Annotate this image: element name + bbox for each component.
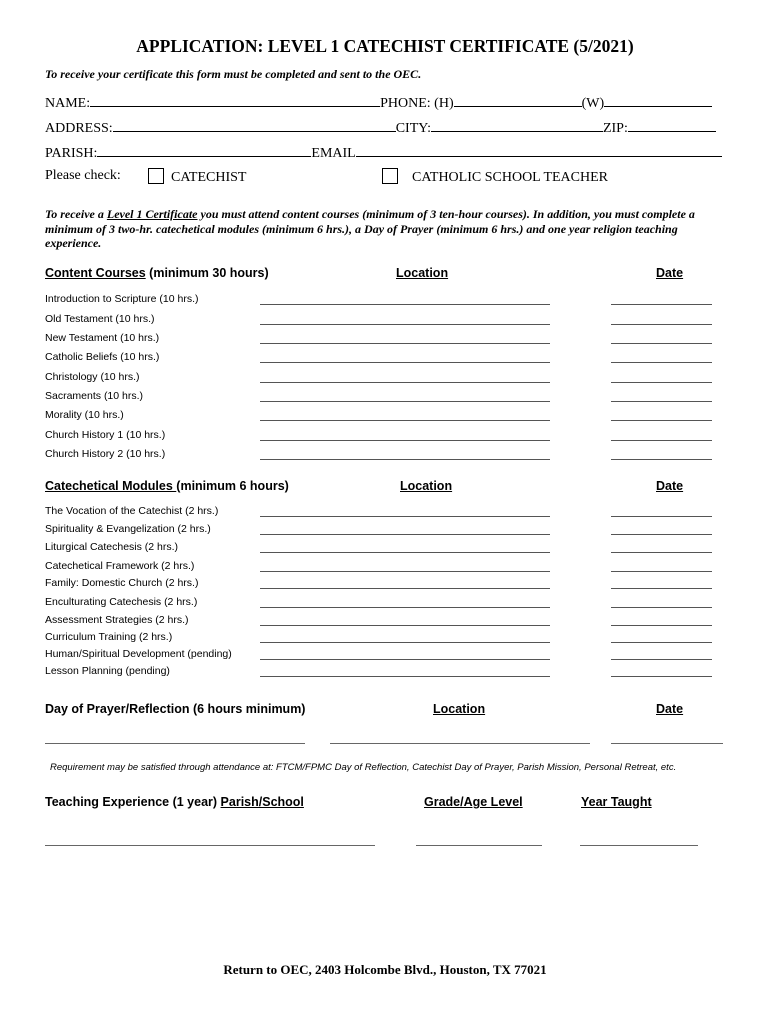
- parish-row: [45, 144, 722, 162]
- content-course-date-input[interactable]: [611, 459, 712, 460]
- content-course-label: Introduction to Scripture (10 hrs.): [45, 293, 199, 305]
- catechetical-module-label: Liturgical Catechesis (2 hrs.): [45, 541, 179, 553]
- content-course-location-input[interactable]: [260, 343, 550, 344]
- catechist-checkbox[interactable]: [148, 168, 164, 184]
- catechetical-module-date-input[interactable]: [611, 552, 712, 553]
- content-course-date-input[interactable]: [611, 382, 712, 383]
- grade-level-label: Grade/Age Level: [424, 795, 523, 809]
- day-of-prayer-header: Day of Prayer/Reflection (6 hours minimum): [45, 702, 306, 716]
- catechetical-module-label: Lesson Planning (pending): [45, 665, 170, 677]
- parish-school-input[interactable]: [45, 845, 375, 846]
- date-label: Date: [656, 702, 684, 716]
- phone-work-input[interactable]: [604, 94, 712, 107]
- catholic-school-teacher-checkbox[interactable]: [382, 168, 398, 184]
- catechetical-module-label: Human/Spiritual Development (pending): [45, 648, 232, 660]
- catechetical-module-location-input[interactable]: [260, 552, 550, 553]
- teaching-title: Teaching Experience (1 year): [45, 795, 221, 809]
- catechetical-module-date-input[interactable]: [611, 516, 712, 517]
- zip-label: ZIP:: [602, 121, 628, 136]
- please-check-label: Please check:: [45, 168, 121, 183]
- catechetical-module-label: Enculturating Catechesis (2 hrs.): [45, 596, 198, 608]
- address-label: ADDRESS:: [45, 121, 113, 136]
- date-label: Date: [656, 479, 684, 493]
- content-course-label: Catholic Beliefs (10 hrs.): [45, 351, 160, 363]
- content-courses-date-header: [656, 266, 683, 280]
- modules-note: (minimum 6 hours): [176, 479, 289, 493]
- content-courses-note: (minimum 30 hours): [145, 266, 269, 280]
- email-input[interactable]: [356, 144, 722, 157]
- city-input[interactable]: [431, 119, 603, 132]
- phone-h-label: PHONE: (H): [380, 96, 454, 111]
- catechetical-module-date-input[interactable]: [611, 571, 712, 572]
- catechetical-module-location-input[interactable]: [260, 659, 550, 660]
- date-label: Date: [656, 266, 684, 280]
- day-of-prayer-note: Requirement may be satisfied through attendance at: FTCM/FPMC Day of Reflection, Catechist Day of Prayer, Parish Mission, Personal Retreat, etc.: [50, 762, 677, 773]
- name-label: NAME:: [45, 96, 91, 111]
- zip-input[interactable]: [628, 119, 716, 132]
- requirement-text-post: you must attend content courses (minimum of 3 ten-hour courses). In addition, you must complete a minimum of 3 two-hr. catechetical modules (minimum 6 hrs.), a Day of Prayer (minimum 6 hrs.) and one year religion teaching experience.: [45, 207, 695, 250]
- requirement-paragraph: [45, 207, 725, 251]
- catechetical-module-date-input[interactable]: [611, 534, 712, 535]
- address-input[interactable]: [113, 119, 396, 132]
- catechetical-module-location-input[interactable]: [260, 516, 550, 517]
- catechetical-module-label: The Vocation of the Catechist (2 hrs.): [45, 505, 219, 517]
- day-of-prayer-location-input[interactable]: [330, 743, 590, 744]
- catechetical-module-location-input[interactable]: [260, 625, 550, 626]
- email-label: EMAIL: [311, 146, 356, 161]
- content-course-location-input[interactable]: [260, 440, 550, 441]
- catechetical-module-label: Assessment Strategies (2 hrs.): [45, 614, 189, 626]
- content-course-location-input[interactable]: [260, 459, 550, 460]
- content-course-label: Church History 2 (10 hrs.): [45, 448, 166, 460]
- content-course-label: Morality (10 hrs.): [45, 409, 124, 421]
- location-label: Location: [433, 702, 486, 716]
- catholic-school-teacher-label: CATHOLIC SCHOOL TEACHER: [412, 170, 609, 185]
- modules-date-header: [656, 479, 683, 493]
- content-course-date-input[interactable]: [611, 401, 712, 402]
- catechetical-module-date-input[interactable]: [611, 642, 712, 643]
- content-course-location-input[interactable]: [260, 401, 550, 402]
- form-title: APPLICATION: LEVEL 1 CATECHIST CERTIFICATE (5/2021): [136, 36, 634, 56]
- catechist-label: CATECHIST: [171, 170, 247, 185]
- catechetical-module-label: Curriculum Training (2 hrs.): [45, 631, 173, 643]
- content-course-date-input[interactable]: [611, 324, 712, 325]
- catechetical-module-date-input[interactable]: [611, 625, 712, 626]
- year-taught-header: [581, 795, 652, 809]
- parish-school-label: Parish/School: [220, 795, 304, 809]
- day-of-prayer-location-header: [433, 702, 485, 716]
- catechetical-module-label: Catechetical Framework (2 hrs.): [45, 560, 195, 572]
- day-of-prayer-date-input[interactable]: [611, 743, 723, 744]
- catechetical-module-location-input[interactable]: [260, 607, 550, 608]
- level-1-certificate-term: Level 1 Certificate: [106, 207, 198, 221]
- grade-level-header: [424, 795, 523, 809]
- day-of-prayer-event-input[interactable]: [45, 743, 305, 744]
- city-label: CITY:: [395, 121, 431, 136]
- address-row: [45, 119, 716, 137]
- content-course-date-input[interactable]: [611, 440, 712, 441]
- catechetical-module-location-input[interactable]: [260, 676, 550, 677]
- location-label: Location: [400, 479, 453, 493]
- content-course-label: Christology (10 hrs.): [45, 371, 140, 383]
- content-course-location-input[interactable]: [260, 362, 550, 363]
- content-course-label: Sacraments (10 hrs.): [45, 390, 144, 402]
- modules-title: Catechetical Modules: [45, 479, 177, 493]
- parish-label: PARISH:: [45, 146, 98, 161]
- location-label: Location: [396, 266, 449, 280]
- return-address-footer: Return to OEC, 2403 Holcombe Blvd., Houston, TX 77021: [223, 962, 547, 977]
- content-course-location-input[interactable]: [260, 420, 550, 421]
- modules-location-header: [400, 479, 452, 493]
- grade-level-input[interactable]: [416, 845, 542, 846]
- modules-header: [45, 479, 289, 493]
- content-course-date-input[interactable]: [611, 343, 712, 344]
- phone-w-label: (W): [581, 96, 605, 111]
- catechetical-module-location-input[interactable]: [260, 534, 550, 535]
- content-course-label: Old Testament (10 hrs.): [45, 313, 155, 325]
- catechetical-module-date-input[interactable]: [611, 659, 712, 660]
- catechist-option: [148, 168, 246, 186]
- content-courses-location-header: [396, 266, 448, 280]
- content-course-location-input[interactable]: [260, 304, 550, 305]
- content-course-label: Church History 1 (10 hrs.): [45, 429, 166, 441]
- year-taught-input[interactable]: [580, 845, 698, 846]
- catechetical-module-label: Spirituality & Evangelization (2 hrs.): [45, 523, 211, 535]
- content-courses-title: Content Courses: [45, 266, 146, 280]
- teaching-header: [45, 795, 304, 809]
- phone-home-input[interactable]: [454, 94, 582, 107]
- name-input[interactable]: [90, 94, 380, 107]
- requirement-text-pre: To receive a: [45, 207, 107, 221]
- content-course-location-input[interactable]: [260, 382, 550, 383]
- teacher-option: [382, 168, 608, 186]
- content-course-location-input[interactable]: [260, 324, 550, 325]
- name-row: [45, 94, 712, 112]
- content-course-date-input[interactable]: [611, 304, 712, 305]
- year-taught-label: Year Taught: [581, 795, 652, 809]
- content-courses-header: [45, 266, 269, 280]
- content-course-label: New Testament (10 hrs.): [45, 332, 160, 344]
- catechetical-module-location-input[interactable]: [260, 588, 550, 589]
- day-of-prayer-date-header: [656, 702, 683, 716]
- content-course-date-input[interactable]: [611, 362, 712, 363]
- catechetical-module-date-input[interactable]: [611, 676, 712, 677]
- parish-input[interactable]: [97, 144, 311, 157]
- form-subtitle: To receive your certificate this form must be completed and sent to the OEC.: [45, 67, 422, 81]
- catechetical-module-label: Family: Domestic Church (2 hrs.): [45, 577, 199, 589]
- catechetical-module-date-input[interactable]: [611, 607, 712, 608]
- catechetical-module-location-input[interactable]: [260, 571, 550, 572]
- catechetical-module-date-input[interactable]: [611, 588, 712, 589]
- content-course-date-input[interactable]: [611, 420, 712, 421]
- catechetical-module-location-input[interactable]: [260, 642, 550, 643]
